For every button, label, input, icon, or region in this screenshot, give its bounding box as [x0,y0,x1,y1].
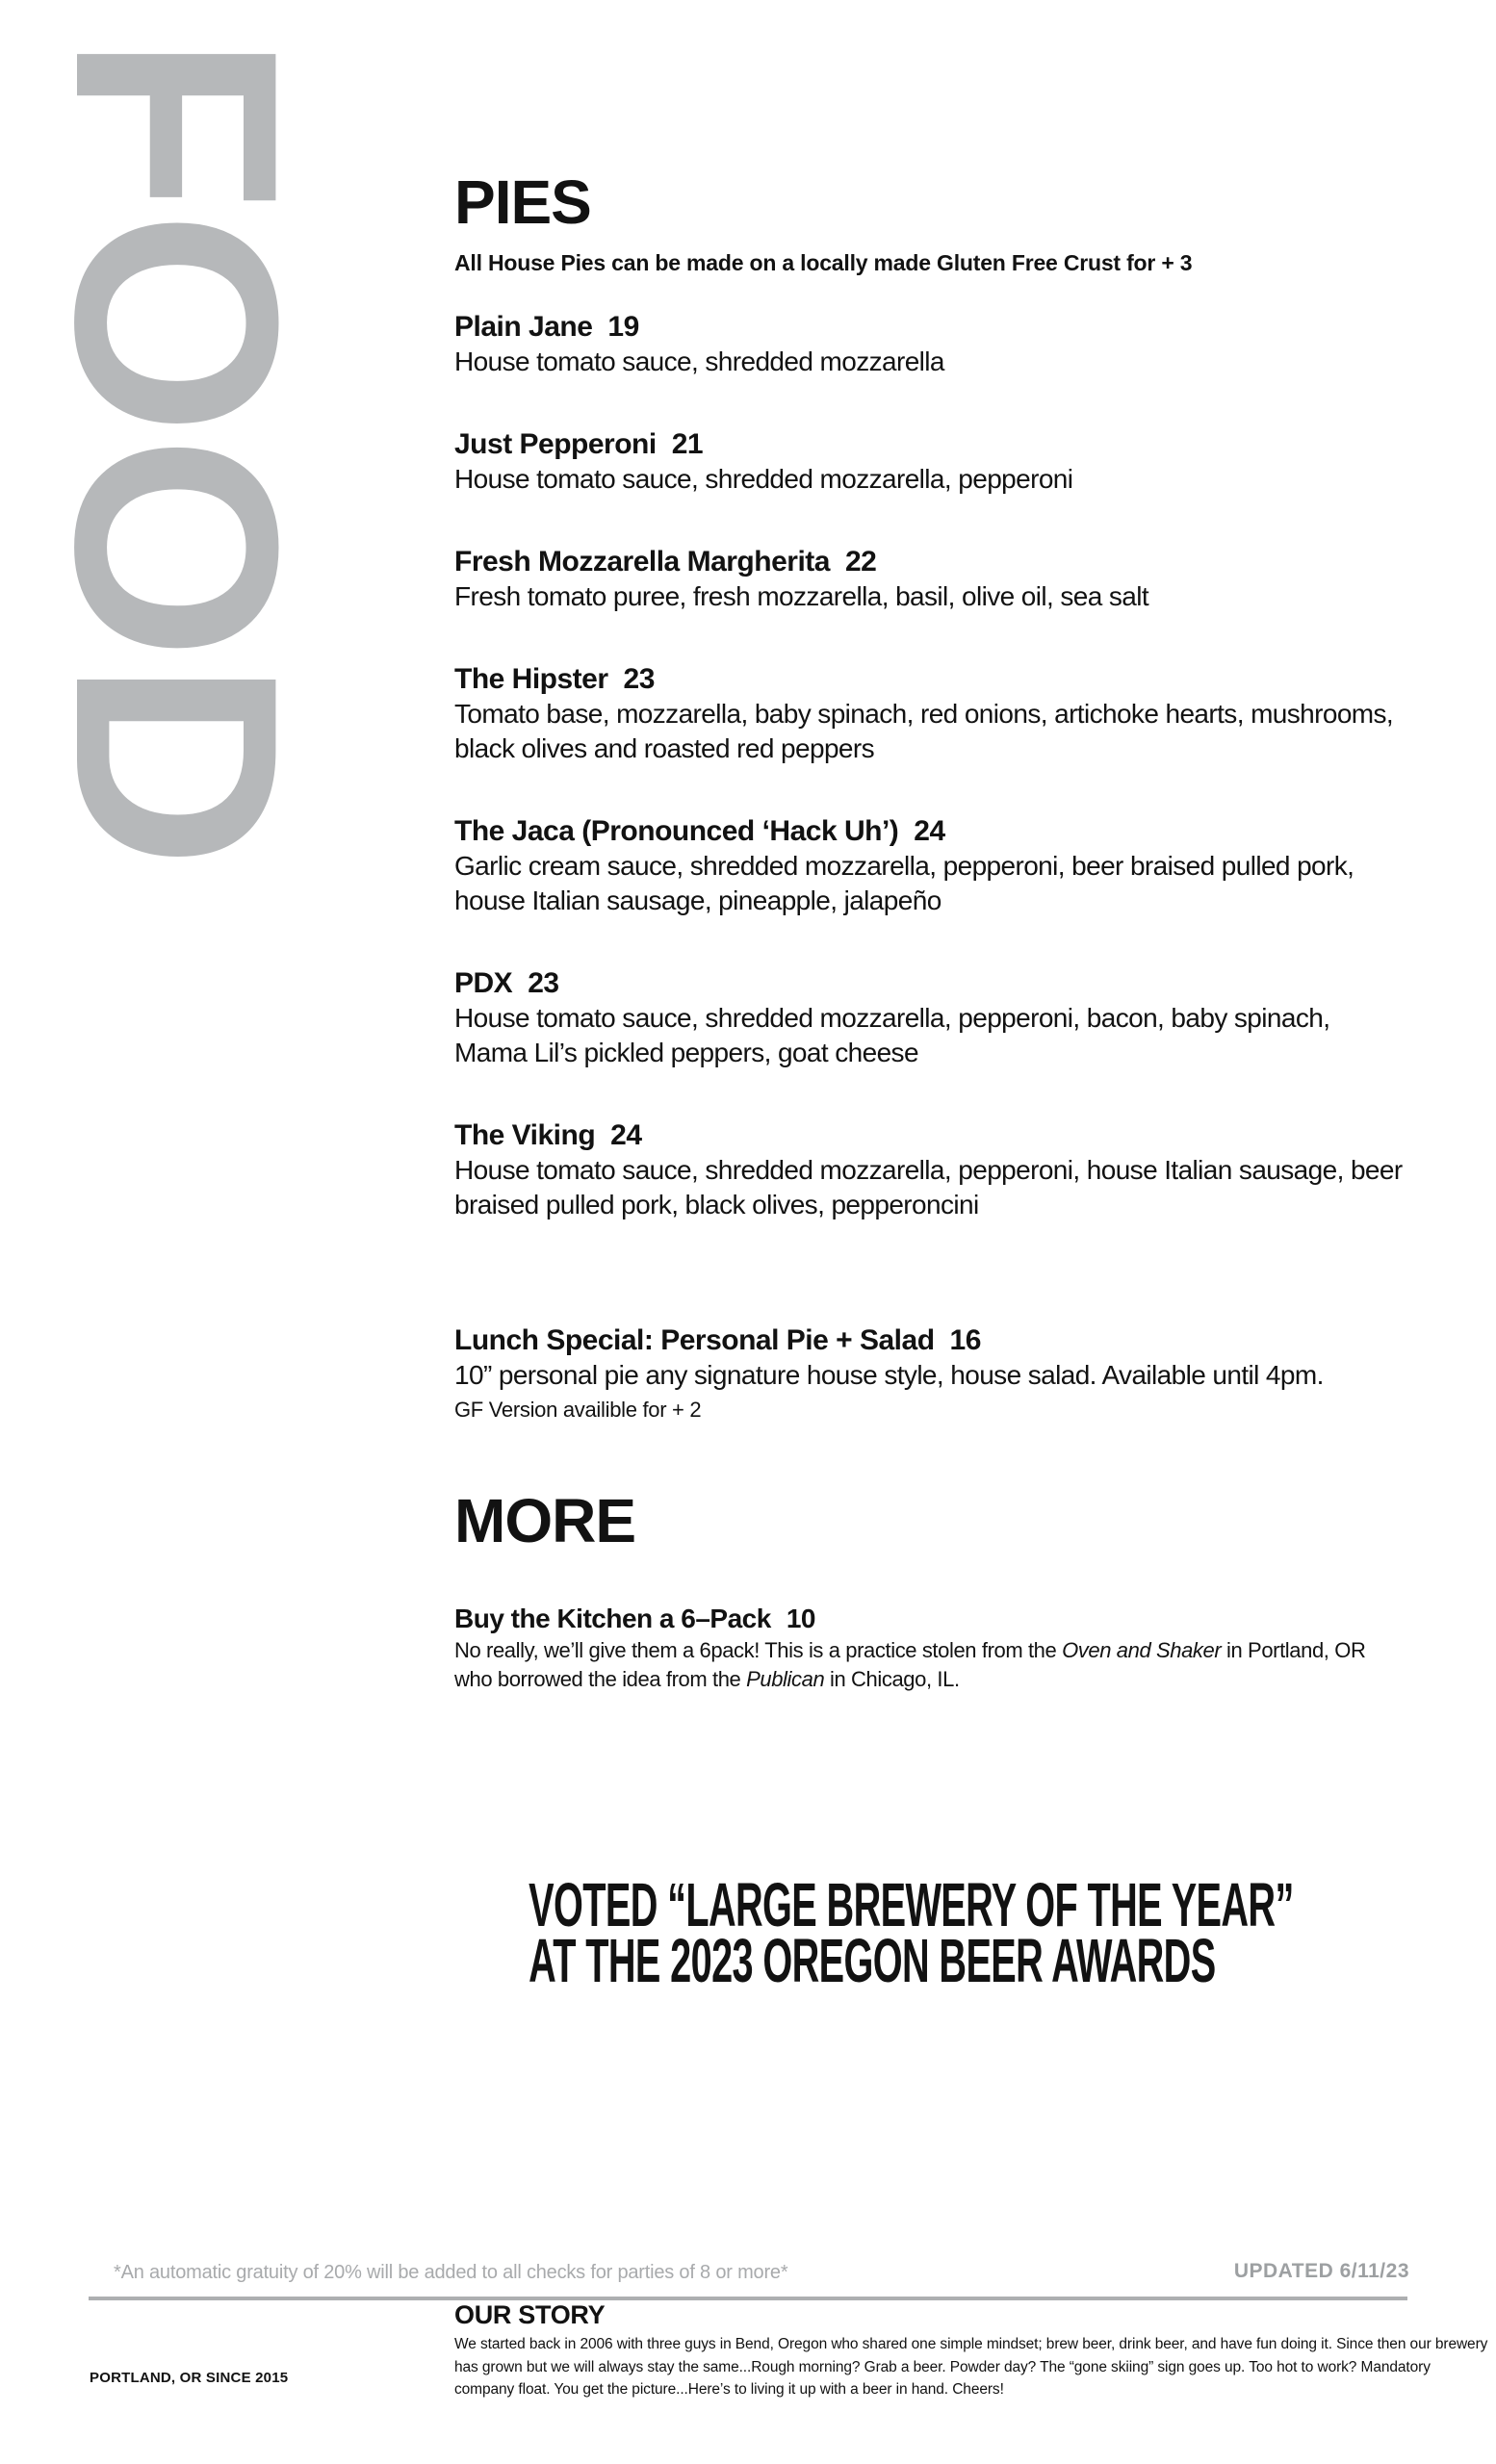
menu-item [454,1602,1403,1694]
item-price: 19 [607,311,639,343]
section-more [454,1486,1403,1694]
item-price: 10 [786,1604,815,1633]
item-price: 21 [671,428,704,460]
divider-rule [89,2297,1407,2300]
item-header [454,1602,1403,1636]
item-note: GF Version availible for + 2 [454,1398,702,1422]
menu-item [454,662,1403,766]
award-line-2: AT THE 2023 OREGON BEER AWARDS [529,1926,1216,1995]
item-header [454,1323,1403,1358]
menu-item [454,1118,1403,1222]
item-name: The Viking [454,1119,596,1151]
item-name: Buy the Kitchen a 6–Pack [454,1604,771,1633]
item-description: House tomato sauce, shredded mozzarella, pepperoni [454,464,1073,494]
award-banner [529,1870,1294,1995]
item-description: Fresh tomato puree, fresh mozzarella, basil, olive oil, sea salt [454,581,1149,611]
item-price: 23 [528,967,559,999]
pies-item-list [454,310,1403,1424]
menu-item [454,1323,1403,1424]
item-description: Tomato base, mozzarella, baby spinach, red onions, artichoke hearts, mushrooms, black olives and roasted red peppers [454,699,1394,763]
item-price: 22 [844,546,877,578]
item-header [454,662,1403,697]
item-price: 24 [610,1119,642,1151]
item-name: PDX [454,967,513,999]
more-section-title: MORE [454,1486,635,1555]
item-description: House tomato sauce, shredded mozzarella, pepperoni, house Italian sausage, beer braised pulled pork, black olives, pepperoncini [454,1155,1403,1219]
item-price: 24 [914,815,945,847]
gratuity-note: *An automatic gratuity of 20% will be added to all checks for parties of 8 or more* [114,2262,788,2283]
item-header [454,1118,1403,1153]
item-header [454,427,1403,462]
menu-item [454,427,1403,497]
menu-item [454,966,1403,1070]
item-description: House tomato sauce, shredded mozzarella [454,346,944,376]
pies-section-title: PIES [454,167,591,237]
item-name: Just Pepperoni [454,428,657,460]
portland-tagline: PORTLAND, OR SINCE 2015 [90,2370,289,2386]
item-name: Plain Jane [454,311,593,343]
menu-item [454,814,1403,918]
item-name: Lunch Special: Personal Pie + Salad [454,1324,935,1356]
item-header [454,545,1403,579]
menu-item [454,310,1403,379]
award-line-1: VOTED “LARGE BREWERY OF THE YEAR” [529,1870,1294,1939]
item-description: No really, we’ll give them a 6pack! This is a practice stolen from the Oven and Shaker in Portland, OR who borrowed the idea from the Publican in Chicago, IL. [454,1638,1366,1691]
item-header [454,814,1403,849]
more-item-list [454,1602,1403,1694]
item-name: Fresh Mozzarella Margherita [454,546,830,578]
our-story-title: OUR STORY [454,2300,606,2329]
item-description: House tomato sauce, shredded mozzarella, pepperoni, bacon, baby spinach, Mama Lil’s pickled peppers, goat cheese [454,1003,1330,1067]
item-description: Garlic cream sauce, shredded mozzarella, pepperoni, beer braised pulled pork, house Italian sausage, pineapple, jalapeño [454,851,1354,915]
item-description: 10” personal pie any signature house style, house salad. Available until 4pm. [454,1360,1324,1390]
section-pies [454,167,1403,1424]
item-price: 23 [623,663,655,695]
item-name: The Hipster [454,663,608,695]
food-watermark: FOOD [15,35,339,869]
item-header [454,310,1403,345]
menu-column [454,0,1403,1995]
item-price: 16 [949,1324,981,1356]
gluten-free-note: All House Pies can be made on a locally made Gluten Free Crust for + 3 [454,250,1193,275]
menu-item [454,545,1403,614]
item-name: The Jaca (Pronounced ‘Hack Uh’) [454,815,899,847]
our-story-text: We started back in 2006 with three guys in Bend, Oregon who shared one simple mindset; brew beer, drink beer, and have fun doing it. Since then our brewery has grown but we will always stay the same...Rough morning? Grab a beer. Powder day? The “gone skiing” sign goes up. Too hot to work? Mandatory company float. You get the picture...Here’s to living it up with a beer in hand. Cheers! [454,2336,1488,2398]
updated-date: UPDATED 6/11/23 [1233,2260,1409,2282]
item-header [454,966,1403,1001]
